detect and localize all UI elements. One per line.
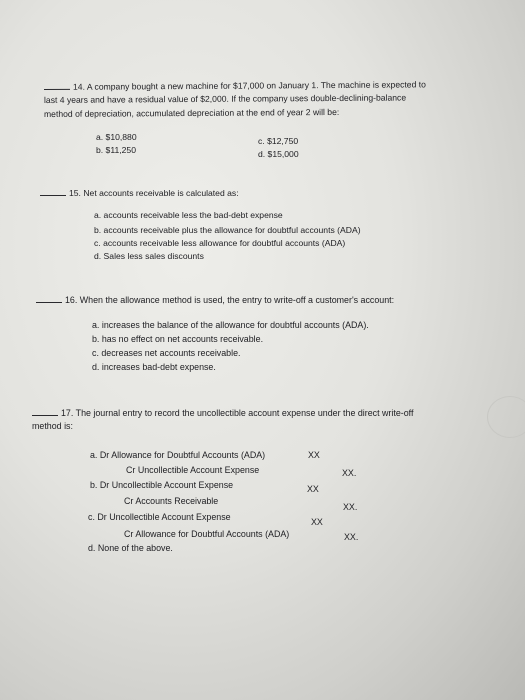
q15-option-d[interactable]: d. Sales less sales discounts	[94, 251, 204, 261]
q17-option-b-credit-amount: XX.	[343, 502, 358, 512]
q15-stem: 15. Net accounts receivable is calculated as:	[40, 188, 239, 199]
q14-stem-line3: method of depreciation, accumulated depreciation at the end of year 2 will be:	[43, 106, 340, 119]
pen-mark	[487, 396, 525, 438]
q17-option-a-debit-amount: XX	[308, 450, 320, 460]
q14-answer-blank[interactable]	[44, 82, 70, 90]
q15-option-a[interactable]: a. accounts receivable less the bad-debt expense	[94, 210, 283, 220]
q17-stem-line2: method is:	[32, 421, 73, 431]
q17-stem-line1: 17. The journal entry to record the uncollectible account expense under the direct write-off	[32, 408, 413, 419]
q17-option-c-credit-amount: XX.	[344, 532, 359, 542]
q17-option-b-debit[interactable]: b. Dr Uncollectible Account Expense	[90, 480, 234, 490]
q14-stem-line1: 14. A company bought a new machine for $17,000 on January 1. The machine is expected to	[44, 79, 426, 93]
q17-option-b-debit-amount: XX	[307, 484, 319, 494]
q16-option-c[interactable]: c. decreases net accounts receivable.	[92, 348, 241, 358]
q16-option-d[interactable]: d. increases bad-debt expense.	[92, 362, 216, 372]
q17-option-a-credit: Cr Uncollectible Account Expense	[126, 465, 260, 475]
q17-answer-blank[interactable]	[32, 408, 58, 416]
q14-option-b[interactable]: b. $11,250	[96, 145, 136, 155]
q17-option-c-debit-amount: XX	[311, 517, 323, 527]
q16-option-a[interactable]: a. increases the balance of the allowance for doubtful accounts (ADA).	[92, 320, 369, 330]
q15-answer-blank[interactable]	[40, 188, 66, 196]
q16-answer-blank[interactable]	[36, 295, 62, 303]
q17-option-c-credit: Cr Allowance for Doubtful Accounts (ADA)	[124, 529, 290, 539]
q15-option-b[interactable]: b. accounts receivable plus the allowance for doubtful accounts (ADA)	[94, 225, 361, 235]
q17-option-d[interactable]: d. None of the above.	[88, 543, 173, 553]
q17-option-b-credit: Cr Accounts Receivable	[124, 496, 219, 506]
q16-option-b[interactable]: b. has no effect on net accounts receivable.	[92, 334, 264, 344]
q14-option-d[interactable]: d. $15,000	[258, 149, 299, 159]
q15-option-c[interactable]: c. accounts receivable less allowance for doubtful accounts (ADA)	[94, 238, 346, 248]
q16-stem: 16. When the allowance method is used, the entry to write-off a customer's account:	[36, 295, 394, 306]
q17-option-c-debit[interactable]: c. Dr Uncollectible Account Expense	[88, 512, 231, 522]
q17-option-a-debit[interactable]: a. Dr Allowance for Doubtful Accounts (ADA)	[90, 450, 266, 460]
q14-option-a[interactable]: a. $10,880	[96, 132, 137, 142]
q14-stem-line2: last 4 years and have a residual value of $2,000. If the company uses double-declining-balance	[43, 92, 407, 105]
q14-option-c[interactable]: c. $12,750	[258, 136, 299, 146]
q17-option-a-credit-amount: XX.	[342, 468, 357, 478]
